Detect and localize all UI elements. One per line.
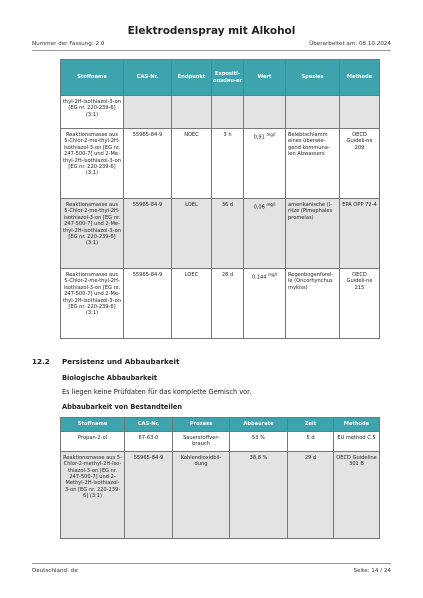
degradation-rate: 38,8 %	[230, 451, 288, 538]
cas-number: 55965-84-9	[124, 129, 172, 199]
document-title: Elektrodenspray mit Alkohol	[127, 25, 296, 37]
column-header: Zeit	[288, 418, 334, 432]
method: OECD Guideline 301 B	[334, 451, 380, 538]
cas-number: 67-63-0	[125, 432, 173, 452]
column-header: Expositi-onsdau-er	[212, 60, 244, 96]
footer-country: Deutschland: de	[32, 568, 78, 574]
column-header: CAS-Nr.	[125, 418, 173, 432]
column-header: Abbaurate	[230, 418, 288, 432]
time: 29 d	[288, 451, 334, 538]
value-unit: mg/l	[266, 132, 276, 137]
method: EU method C.5	[334, 432, 380, 452]
species	[286, 96, 340, 129]
exposure-duration	[212, 96, 244, 129]
process: Kohlendioxidbil-dung	[173, 451, 230, 538]
biodegradability-heading: Biologische Abbaubarkeit	[62, 374, 158, 382]
cas-number	[124, 96, 172, 129]
degradability-table	[60, 417, 380, 539]
components-heading: Abbaubarkeit von Bestandteilen	[62, 403, 183, 411]
page-number: Seite: 14 / 24	[353, 568, 391, 574]
substance-name: Propan-2-ol	[61, 432, 125, 452]
table-row	[61, 129, 380, 199]
species: amerikanische (I-ritze (Pimephales promelas)	[286, 199, 340, 269]
substance-name: Reaktionsmasse aus 5-Chlor-2-me-thyl-2H-isothiazol-3-on [EG nr. 247-500-7] und 2-Me-thyl-2H-isothiazol-3-on [EG nr. 220-239-6] (3:1)	[61, 199, 124, 269]
cas-number: 55965-84-9	[125, 451, 173, 538]
biodegradability-text: Es liegen keine Prüfdaten für das komplette Gemisch vor.	[62, 388, 252, 396]
endpoint: LOEL	[172, 199, 212, 269]
table-row	[61, 199, 380, 269]
value	[244, 96, 286, 129]
time: 5 d	[288, 432, 334, 452]
exposure-duration: 3 h	[212, 129, 244, 199]
value-number: 0,91	[253, 134, 265, 141]
substance-name: Reaktionsmasse aus 5-Chlor-2-me-thyl-2H-isothiazol-3-on [EG nr. 247-500-7] und 2-Me-thyl-2H-isothiazol-3-on [EG nr. 220-239-6] (3:1)	[61, 269, 124, 339]
column-header: Spezies	[286, 60, 340, 96]
table-row	[61, 269, 380, 339]
exposure-duration: 28 d	[212, 269, 244, 339]
column-header: Methode	[340, 60, 380, 96]
value	[244, 269, 286, 339]
exposure-duration: 36 d	[212, 199, 244, 269]
table-row	[61, 96, 380, 129]
method: OECD Guideli-ne 209	[340, 129, 380, 199]
substance-name: Reaktionsmasse aus 5-Chlor-2-methyl-2H-Iso-thiazol-3-on [EG nr. 247-500-7] und 2-Methyl-2H-isothiazol-3-on [EG nr. 220-239-6] (3:1)	[61, 451, 125, 538]
value-number: 0,144	[251, 274, 267, 281]
species: Belebtschlamm eines überwie-gend kommuna-len Abwassers	[286, 129, 340, 199]
cas-number: 55965-84-9	[124, 199, 172, 269]
value	[244, 129, 286, 199]
value-unit: mg/l	[266, 202, 276, 207]
method: EPA OPP 72-4	[340, 199, 380, 269]
table-row	[61, 451, 380, 538]
substance-name: thyl-2H-isothiazol-3-on [EG nr. 220-239-6] (3:1)	[61, 96, 124, 129]
degradation-rate: 53 %	[230, 432, 288, 452]
column-header: Endpunkt	[172, 60, 212, 96]
value-unit: mg/l	[268, 272, 278, 277]
table-row	[61, 432, 380, 452]
column-header: Prozess	[173, 418, 230, 432]
cas-number: 55965-84-9	[124, 269, 172, 339]
table-header-row	[61, 418, 380, 432]
column-header: Stoffname	[61, 60, 124, 96]
ecotox-table	[60, 59, 380, 339]
endpoint	[172, 96, 212, 129]
endpoint: LOEC	[172, 269, 212, 339]
footer-rule	[32, 563, 391, 564]
section-number: 12.2	[32, 357, 50, 366]
column-header: Stoffname	[61, 418, 125, 432]
revision-date: Überarbeitet am: 08.10.2024	[309, 41, 391, 47]
column-header: Wert	[244, 60, 286, 96]
process: Sauerstoffver-brauch	[173, 432, 230, 452]
value	[244, 199, 286, 269]
header-rule	[32, 50, 391, 51]
column-header: CAS-Nr.	[124, 60, 172, 96]
value-number: 0,06	[253, 204, 265, 211]
table-header-row	[61, 60, 380, 96]
substance-name: Reaktionsmasse aus 5-Chlor-2-me-thyl-2H-isothiazol-3-on [EG nr. 247-500-7] und 2-Me-thyl-2H-isothiazol-3-on [EG nr. 220-239-6] (3:1)	[61, 129, 124, 199]
column-header: Methode	[334, 418, 380, 432]
endpoint: NOEC	[172, 129, 212, 199]
section-title: Persistenz und Abbaubarkeit	[62, 357, 180, 366]
species: Regenbogenforel-le (Oncorhynchus mykiss)	[286, 269, 340, 339]
version-number: Nummer der Fassung: 2.0	[32, 41, 105, 47]
method: OECD Guideli-ne 215	[340, 269, 380, 339]
method	[340, 96, 380, 129]
